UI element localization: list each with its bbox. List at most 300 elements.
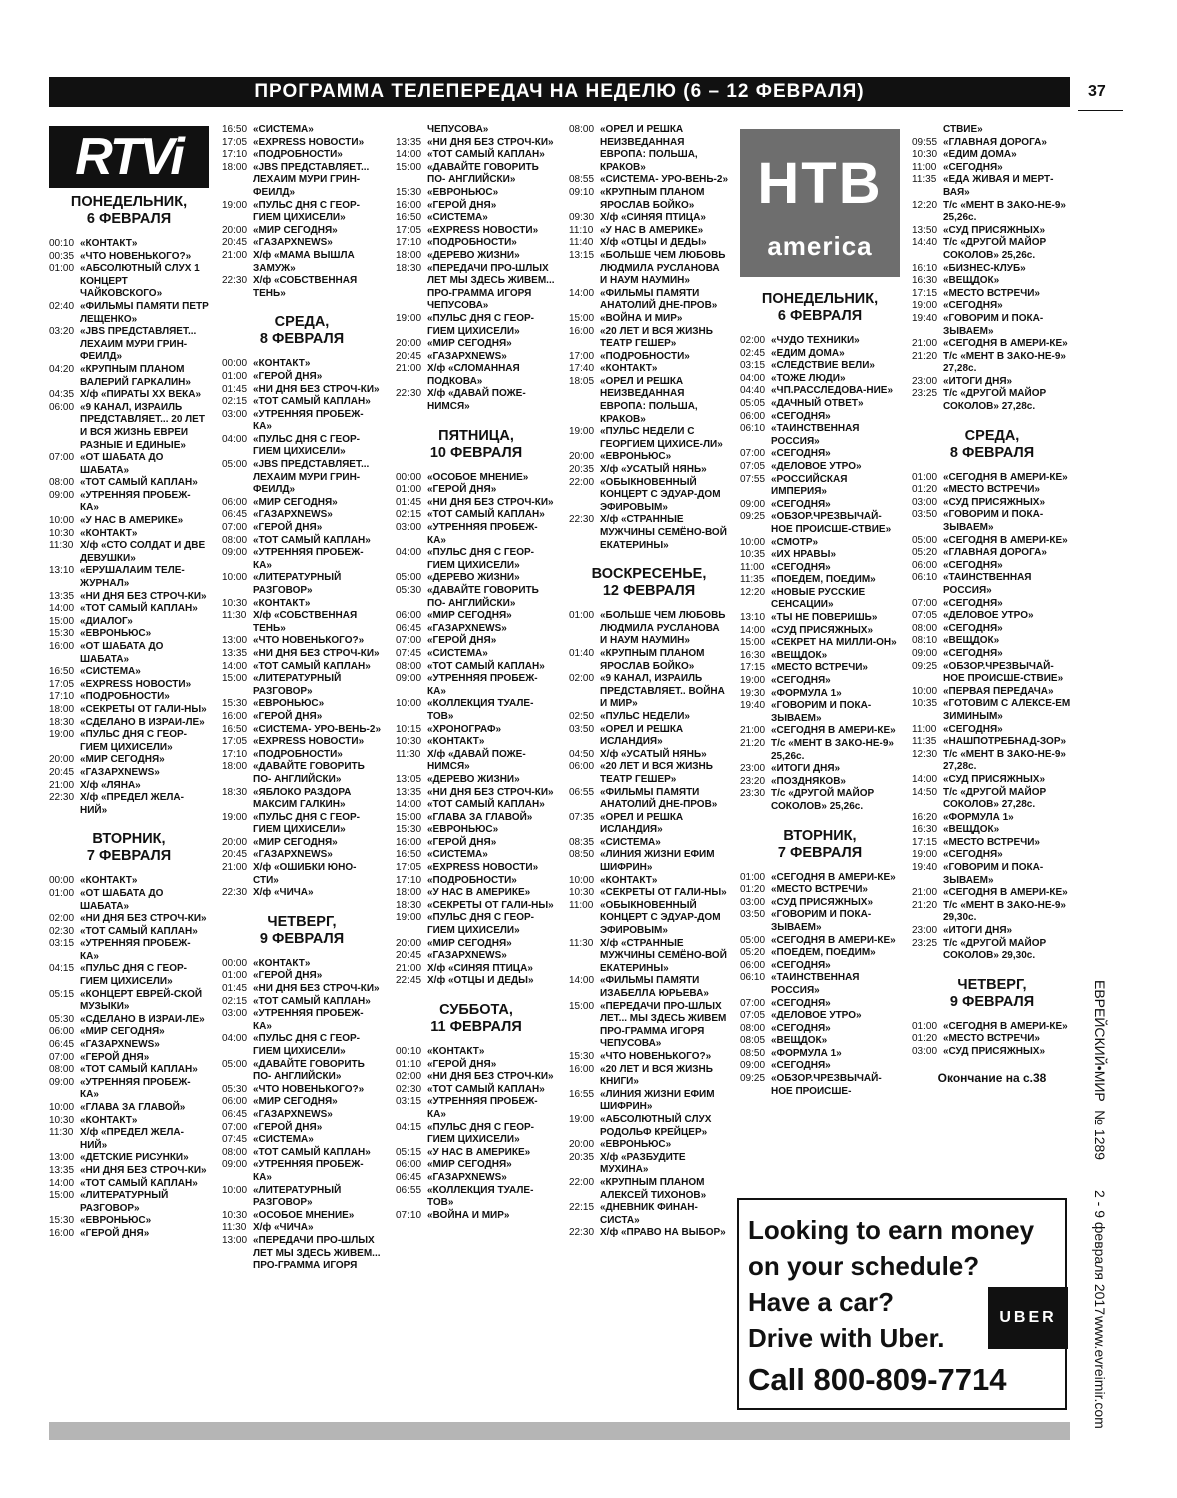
program-entry bbox=[569, 875, 729, 888]
program-time bbox=[912, 124, 943, 137]
program-title: «СЕГОДНЯ В АМЕРИ-КЕ» bbox=[771, 934, 896, 946]
program-entry bbox=[396, 698, 556, 723]
program-time: 07:05 bbox=[740, 460, 766, 472]
program-time: 10:00 bbox=[912, 685, 938, 697]
program-title: «ЧТО НОВЕНЬКОГО?» bbox=[253, 1083, 365, 1095]
program-entry bbox=[222, 787, 382, 812]
program-title: «ЕДА ЖИВАЯ И МЕРТ-ВАЯ» bbox=[943, 174, 1054, 198]
program-entry bbox=[740, 360, 900, 373]
program-time: 14:00 bbox=[912, 773, 938, 785]
program-title: «КРУПНЫМ ПЛАНОМ ЯРОСЛАВ БОЙКО» bbox=[600, 186, 705, 211]
program-time: 20:45 bbox=[222, 237, 248, 249]
program-title: «ЕДИМ ДОМА» bbox=[943, 149, 1017, 161]
program-entry bbox=[49, 704, 209, 717]
program-title: «ОБЗОР.ЧРЕЗВЫЧАЙ-НОЕ ПРОИСШЕ-СТВИЕ» bbox=[771, 511, 892, 535]
program-title: «ГОВОРИМ И ПОКА-ЗЫВАЕМ» bbox=[771, 909, 872, 933]
program-title: «ОТ ШАБАТА ДО ШАБАТА» bbox=[80, 452, 164, 476]
program-entry bbox=[569, 1051, 729, 1064]
program-entry bbox=[396, 1071, 556, 1084]
program-title: «ПЕРЕДАЧИ ПРО-ШЛЫХ ЛЕТ МЫ ЗДЕСЬ ЖИВЕМ... ПРО-ГРАММА ИГОРЯ ЧЕПУСОВА» bbox=[427, 262, 555, 312]
program-title: «КОНТАКТ» bbox=[80, 875, 138, 887]
program-entry bbox=[740, 662, 900, 675]
program-title: «ФОРМУЛА 1» bbox=[943, 811, 1014, 823]
program-entry bbox=[49, 1064, 209, 1077]
program-time: 16:30 bbox=[912, 275, 938, 287]
program-entry bbox=[396, 724, 556, 737]
program-entry bbox=[396, 313, 556, 338]
program-title: «ГАЗАРХNEWS» bbox=[427, 350, 507, 362]
program-time: 03:15 bbox=[396, 1096, 422, 1108]
program-time: 01:20 bbox=[912, 1033, 938, 1045]
program-entry bbox=[49, 780, 209, 793]
program-entry bbox=[222, 598, 382, 611]
program-time: 04:00 bbox=[222, 433, 248, 445]
program-time: 09:55 bbox=[912, 136, 938, 148]
program-title: «УТРЕННЯЯ ПРОБЕЖ-КА» bbox=[427, 673, 538, 697]
program-entry bbox=[222, 434, 382, 459]
program-entry bbox=[396, 509, 556, 522]
program-title: «ИТОГИ ДНЯ» bbox=[943, 375, 1013, 387]
program-time: 14:00 bbox=[396, 799, 422, 811]
day-heading bbox=[49, 831, 209, 865]
program-entry bbox=[569, 514, 729, 552]
program-title: «СЕГОДНЯ В АМЕРИ-КЕ» bbox=[943, 534, 1068, 546]
program-title: «У НАС В АМЕРИКЕ» bbox=[427, 1146, 531, 1158]
program-entry bbox=[912, 572, 1072, 597]
program-time: 08:00 bbox=[222, 534, 248, 546]
program-entry bbox=[740, 461, 900, 474]
program-entry bbox=[222, 1235, 382, 1273]
program-time: 09:10 bbox=[569, 186, 595, 198]
program-time: 06:45 bbox=[396, 1171, 422, 1183]
program-entry bbox=[396, 187, 556, 200]
program-entry bbox=[396, 212, 556, 225]
program-title: «НОВЫЕ РУССКИЕ СЕНСАЦИИ» bbox=[771, 586, 866, 611]
program-time: 01:45 bbox=[222, 383, 248, 395]
program-entry bbox=[222, 983, 382, 996]
program-time: 02:15 bbox=[396, 509, 422, 521]
program-time: 10:15 bbox=[396, 723, 422, 735]
program-title: «ЧП.РАССЛЕДОВА-НИЕ» bbox=[771, 385, 894, 397]
program-title: «ЛИТЕРАТУРНЫЙ РАЗГОВОР» bbox=[80, 1190, 169, 1214]
program-time: 14:00 bbox=[740, 624, 766, 636]
program-time: 05:20 bbox=[740, 947, 766, 959]
program-time: 02:00 bbox=[569, 673, 595, 685]
program-entry bbox=[396, 774, 556, 787]
program-time: 11:00 bbox=[912, 723, 937, 735]
schedule-column-rtvi-4 bbox=[569, 124, 729, 1240]
program-entry bbox=[396, 124, 556, 137]
program-title: Т/с «МЕНТ В ЗАКО-НЕ-9» 27,28с. bbox=[943, 350, 1066, 375]
program-title: «ДЕРЕВО ЖИЗНИ» bbox=[427, 773, 520, 785]
program-time: 18:00 bbox=[49, 703, 75, 715]
program-entry bbox=[222, 724, 382, 737]
program-entry bbox=[912, 938, 1072, 963]
program-title: «ОРЕЛ И РЕШКА НЕИЗВЕДАННАЯ ЕВРОПА: ПОЛЬША, КРАКОВ» bbox=[600, 375, 698, 425]
program-title: «МИР СЕГОДНЯ» bbox=[80, 754, 165, 766]
program-time: 19:40 bbox=[740, 700, 766, 712]
program-time: 21:00 bbox=[912, 887, 938, 899]
program-title: «СЕГОДНЯ» bbox=[771, 561, 831, 573]
program-time: 23:25 bbox=[912, 937, 938, 949]
program-entry bbox=[222, 358, 382, 371]
program-title: «МЕСТО ВСТРЕЧИ» bbox=[943, 836, 1040, 848]
program-title: «ПУЛЬС НЕДЕЛИ» bbox=[600, 710, 690, 722]
program-entry bbox=[740, 1060, 900, 1073]
program-time: 06:10 bbox=[740, 423, 766, 435]
program-title: «УТРЕННЯЯ ПРОБЕЖ-КА» bbox=[80, 938, 191, 962]
program-time: 07:00 bbox=[49, 1051, 75, 1063]
program-title: «ЕВРОНЬЮС» bbox=[600, 1139, 672, 1151]
program-entry bbox=[222, 1109, 382, 1122]
program-title: «ПЕРЕДАЧИ ПРО-ШЛЫХ ЛЕТ МЫ ЗДЕСЬ ЖИВЕМ... ПРО-ГРАММА ИГОРЯ bbox=[253, 1234, 381, 1272]
program-title: «ГОВОРИМ И ПОКА-ЗЫВАЕМ» bbox=[943, 509, 1044, 534]
program-title: «EXPRESS НОВОСТИ» bbox=[253, 736, 365, 748]
program-entry bbox=[222, 1134, 382, 1147]
program-title: «ПУЛЬС ДНЯ С ГЕОР-ГИЕМ ЦИХИСЕЛИ» bbox=[427, 1121, 534, 1146]
program-title: «ГЛАВНАЯ ДОРОГА» bbox=[943, 136, 1047, 148]
program-title: «СЕГОДНЯ» bbox=[943, 647, 1003, 659]
program-title: «НИ ДНЯ БЕЗ СТРОЧ-КИ» bbox=[427, 136, 554, 148]
program-entry bbox=[222, 1122, 382, 1135]
program-title: «СУД ПРИСЯЖНЫХ» bbox=[943, 224, 1046, 236]
program-title: «НИ ДНЯ БЕЗ СТРОЧ-КИ» bbox=[253, 647, 380, 659]
program-time: 14:00 bbox=[222, 660, 248, 672]
program-entry bbox=[740, 909, 900, 934]
program-title: «КОНТАКТ» bbox=[80, 527, 138, 539]
program-time: 15:30 bbox=[222, 698, 248, 710]
program-entry bbox=[740, 675, 900, 688]
program-time: 16:50 bbox=[396, 212, 422, 224]
program-title: «ГАЗАРХNEWS» bbox=[253, 1108, 333, 1120]
program-time: 20:35 bbox=[569, 464, 595, 476]
program-time: 06:00 bbox=[396, 610, 422, 622]
program-time: 16:30 bbox=[740, 649, 766, 661]
program-title: «ВЕЩДОК» bbox=[771, 1035, 828, 1047]
program-time: 00:00 bbox=[396, 471, 422, 483]
program-entry bbox=[49, 477, 209, 490]
program-time: 08:00 bbox=[49, 477, 75, 489]
program-entry bbox=[740, 549, 900, 562]
program-entry bbox=[740, 511, 900, 536]
program-title: «ГАЗАРХNEWS» bbox=[80, 766, 160, 778]
program-entry bbox=[740, 574, 900, 587]
program-time: 19:00 bbox=[49, 729, 75, 741]
program-entry bbox=[912, 787, 1072, 812]
program-entry bbox=[569, 1227, 729, 1240]
program-title: «ГЛАВА ЗА ГЛАВОЙ» bbox=[80, 1102, 186, 1113]
program-entry bbox=[396, 875, 556, 888]
program-entry bbox=[912, 610, 1072, 623]
program-title: «УТРЕННЯЯ ПРОБЕЖ-КА» bbox=[253, 547, 364, 571]
day-date: 7 ФЕВРАЛЯ bbox=[777, 844, 863, 861]
program-time: 00:00 bbox=[222, 957, 248, 969]
program-time: 13:10 bbox=[49, 565, 75, 577]
program-entry bbox=[222, 200, 382, 225]
program-time: 20:00 bbox=[569, 451, 595, 463]
program-entry bbox=[222, 572, 382, 597]
program-time: 01:20 bbox=[912, 484, 938, 496]
program-entry bbox=[569, 451, 729, 464]
program-title: «АБСОЛЮТНЫЙ СЛУХ 1 КОНЦЕРТ ЧАЙКОВСКОГО» bbox=[80, 263, 200, 300]
program-title: «ЕВРОНЬЮС» bbox=[80, 628, 152, 640]
program-title: «КРУПНЫМ ПЛАНОМ ВАЛЕРИЙ ГАРКАЛИН» bbox=[80, 363, 191, 388]
program-entry bbox=[569, 464, 729, 477]
program-entry bbox=[912, 509, 1072, 534]
program-entry bbox=[569, 477, 729, 515]
program-title: «ОБЫКНОВЕННЫЙ КОНЦЕРТ С ЭДУАР-ДОМ ЭФИРОВЫМ» bbox=[600, 899, 721, 937]
program-entry bbox=[912, 749, 1072, 774]
day-name: ПОНЕДЕЛЬНИК, bbox=[70, 194, 188, 210]
program-entry bbox=[740, 1048, 900, 1061]
program-entry bbox=[569, 250, 729, 288]
program-entry bbox=[396, 585, 556, 610]
program-title: «ДЕЛОВОЕ УТРО» bbox=[771, 1010, 862, 1022]
program-title: «СЕГОДНЯ» bbox=[943, 622, 1003, 634]
program-title: «КОНТАКТ» bbox=[427, 736, 485, 748]
program-entry bbox=[222, 635, 382, 648]
program-title: «СЕГОДНЯ» bbox=[771, 959, 831, 971]
program-time: 13:15 bbox=[569, 249, 595, 261]
program-title: Х/ф «МАМА ВЫШЛА ЗАМУЖ» bbox=[253, 249, 355, 274]
program-time: 19:00 bbox=[569, 426, 595, 438]
program-entry bbox=[912, 225, 1072, 238]
program-title: «НИ ДНЯ БЕЗ СТРОЧ-КИ» bbox=[253, 983, 380, 995]
program-entry bbox=[222, 124, 382, 137]
program-time: 00:00 bbox=[222, 358, 248, 370]
program-entry bbox=[912, 1021, 1072, 1034]
program-entry bbox=[396, 912, 556, 937]
program-time: 16:00 bbox=[396, 836, 422, 848]
program-entry bbox=[740, 960, 900, 973]
program-entry bbox=[396, 1147, 556, 1160]
program-time: 06:00 bbox=[740, 959, 766, 971]
program-entry bbox=[912, 623, 1072, 636]
program-title: «ЧТО НОВЕНЬКОГО?» bbox=[600, 1050, 712, 1062]
program-title: «СЕКРЕТ НА МИЛЛИ-ОН» bbox=[771, 637, 897, 649]
program-title: «ГЕРОЙ ДНЯ» bbox=[427, 635, 497, 647]
program-title: «ДЕРЕВО ЖИЗНИ» bbox=[427, 249, 520, 261]
day-name: ВОСКРЕСЕНЬЕ, bbox=[591, 566, 707, 583]
program-title: «МЕСТО ВСТРЕЧИ» bbox=[771, 884, 868, 896]
day-heading bbox=[569, 566, 729, 600]
program-time bbox=[396, 124, 427, 137]
program-entry bbox=[740, 1073, 900, 1098]
program-title: «ТОЖЕ ЛЮДИ» bbox=[771, 372, 846, 384]
program-title: «КОНТАКТ» bbox=[80, 1114, 138, 1126]
program-time: 07:35 bbox=[569, 811, 595, 823]
program-title: «ДАВАЙТЕ ГОВОРИТЬ ПО- АНГЛИЙСКИ» bbox=[253, 761, 365, 785]
program-title: «СДЕЛАНО В ИЗРАИ-ЛЕ» bbox=[80, 1013, 205, 1025]
program-time: 17:10 bbox=[49, 691, 75, 703]
program-entry bbox=[222, 610, 382, 635]
program-title: «ТОТ САМЫЙ КАПЛАН» bbox=[253, 995, 371, 1007]
day-heading bbox=[396, 428, 556, 462]
program-time: 02:50 bbox=[569, 710, 595, 722]
program-title: «СЕГОДНЯ В АМЕРИ-КЕ» bbox=[943, 1020, 1068, 1032]
program-entry bbox=[569, 610, 729, 648]
program-title: «ПОДРОБНОСТИ» bbox=[253, 748, 343, 760]
program-time: 01:20 bbox=[740, 884, 766, 896]
program-title: «ТОТ САМЫЙ КАПЛАН» bbox=[253, 534, 371, 546]
program-entry bbox=[569, 1202, 729, 1227]
schedule-column-ntv-2 bbox=[912, 124, 1072, 1085]
program-title: «ГЛАВНАЯ ДОРОГА» bbox=[943, 547, 1047, 559]
program-title: «СЕГОДНЯ» bbox=[943, 849, 1003, 861]
program-entry bbox=[396, 812, 556, 825]
program-time: 10:30 bbox=[222, 1209, 248, 1221]
program-title: «ПУЛЬС ДНЯ С ГЕОР-ГИЕМ ЦИХИСЕЛИ» bbox=[427, 912, 534, 937]
program-entry bbox=[912, 472, 1072, 485]
program-entry bbox=[396, 149, 556, 162]
program-time: 11:00 bbox=[569, 899, 594, 911]
paper-name: ЕВРЕЙСКИЙ•МИР bbox=[1092, 980, 1108, 1102]
day-name: СРЕДА, bbox=[964, 427, 1020, 444]
program-entry bbox=[912, 237, 1072, 262]
program-entry bbox=[740, 763, 900, 776]
program-entry bbox=[396, 388, 556, 413]
program-time: 18:00 bbox=[222, 761, 248, 773]
ad-line: on your schedule? bbox=[748, 1251, 980, 1281]
program-entry bbox=[396, 1210, 556, 1223]
program-entry bbox=[912, 162, 1072, 175]
program-time: 03:00 bbox=[912, 496, 938, 508]
program-entry bbox=[396, 862, 556, 875]
program-title: «ЛИТЕРАТУРНЫЙ РАЗГОВОР» bbox=[253, 572, 342, 596]
day-heading bbox=[740, 291, 900, 325]
program-title: «НАШПОТРЕБНАД-ЗОР» bbox=[943, 736, 1067, 748]
program-entry bbox=[912, 351, 1072, 376]
program-entry bbox=[912, 275, 1072, 288]
program-time: 09:00 bbox=[49, 489, 75, 501]
program-time: 09:25 bbox=[912, 660, 938, 672]
program-entry bbox=[222, 736, 382, 749]
program-title: «СЕГОДНЯ» bbox=[943, 161, 1003, 173]
program-title: «ТОТ САМЫЙ КАПЛАН» bbox=[427, 149, 545, 161]
program-time: 19:00 bbox=[912, 849, 938, 861]
uber-advertisement[interactable] bbox=[737, 1198, 1067, 1410]
program-time: 07:05 bbox=[912, 610, 938, 622]
program-entry bbox=[222, 996, 382, 1009]
program-time: 09:00 bbox=[222, 547, 248, 559]
program-entry bbox=[569, 1139, 729, 1152]
program-entry bbox=[49, 452, 209, 477]
program-entry bbox=[740, 650, 900, 663]
program-entry bbox=[222, 1096, 382, 1109]
program-title: «СИСТЕМА» bbox=[427, 212, 488, 224]
program-title: «СИСТЕМА» bbox=[253, 1134, 314, 1146]
program-title: «ОСОБОЕ МНЕНИЕ» bbox=[253, 1209, 355, 1221]
program-time: 20:00 bbox=[569, 1139, 595, 1151]
program-entry bbox=[49, 515, 209, 528]
program-entry bbox=[569, 124, 729, 174]
program-title: «СЕГОДНЯ В АМЕРИ-КЕ» bbox=[943, 471, 1068, 483]
rtvi-logo: RTVi bbox=[49, 126, 209, 188]
program-title: «КОНТАКТ» bbox=[427, 1046, 485, 1057]
program-time: 19:00 bbox=[912, 300, 938, 312]
program-time: 08:55 bbox=[569, 174, 595, 186]
program-title: «ОТ ШАБАТА ДО ШАБАТА» bbox=[80, 641, 164, 665]
program-time: 02:45 bbox=[740, 347, 766, 359]
program-entry bbox=[49, 729, 209, 754]
day-heading bbox=[222, 914, 382, 948]
program-entry bbox=[740, 1010, 900, 1023]
program-entry bbox=[740, 398, 900, 411]
program-entry bbox=[912, 724, 1072, 737]
program-time: 02:30 bbox=[396, 1083, 422, 1095]
program-entry bbox=[569, 711, 729, 724]
program-title: «ТОТ САМЫЙ КАПЛАН» bbox=[80, 603, 198, 615]
program-entry bbox=[569, 288, 729, 313]
program-title: «ФИЛЬМЫ ПАМЯТИ АНАТОЛИЙ ДНЕ-ПРОВ» bbox=[600, 786, 718, 811]
program-time: 07:45 bbox=[222, 1134, 248, 1146]
day-name: ПЯТНИЦА, bbox=[438, 427, 514, 444]
program-entry bbox=[49, 616, 209, 629]
program-entry bbox=[396, 363, 556, 388]
program-entry bbox=[49, 1152, 209, 1165]
program-time: 08:05 bbox=[740, 1035, 766, 1047]
program-title: Х/ф «ЛЯНА» bbox=[80, 779, 141, 791]
program-entry bbox=[222, 711, 382, 724]
program-title: «ТОТ САМЫЙ КАПЛАН» bbox=[253, 1146, 371, 1158]
program-entry bbox=[740, 448, 900, 461]
program-title: «КОНТАКТ» bbox=[253, 358, 311, 370]
program-entry bbox=[569, 1114, 729, 1139]
program-title: «СЕГОДНЯ» bbox=[771, 1060, 831, 1072]
program-time: 05:20 bbox=[912, 547, 938, 559]
schedule-column-rtvi-1 bbox=[49, 124, 209, 1241]
program-time: 13:50 bbox=[912, 224, 938, 236]
program-time: 18:30 bbox=[222, 786, 248, 798]
program-entry bbox=[396, 736, 556, 749]
program-time: 16:00 bbox=[49, 641, 75, 652]
program-title: «ПОДРОБНОСТИ» bbox=[253, 149, 343, 161]
program-entry bbox=[396, 849, 556, 862]
program-title: «СЕКРЕТЫ ОТ ГАЛИ-НЫ» bbox=[427, 899, 554, 911]
program-time: 21:20 bbox=[912, 350, 938, 362]
program-entry bbox=[396, 623, 556, 636]
program-entry bbox=[569, 887, 729, 900]
program-title: «ЯБЛОКО РАЗДОРА МАКСИМ ГАЛКИН» bbox=[253, 786, 352, 811]
program-title: «ТОТ САМЫЙ КАПЛАН» bbox=[80, 477, 198, 489]
program-title: Х/ф «СТРАННЫЕ МУЖЧИНЫ СЕМЁНО-ВОЙ ЕКАТЕРИНЫ» bbox=[600, 514, 727, 551]
program-title: «ЕВРОНЬЮС» bbox=[253, 698, 325, 710]
program-time: 22:30 bbox=[569, 1227, 595, 1239]
ad-line: Have a car? bbox=[748, 1287, 894, 1317]
program-time: 15:00 bbox=[49, 615, 75, 627]
program-time: 21:00 bbox=[222, 862, 248, 874]
program-entry bbox=[222, 459, 382, 497]
program-time: 16:00 bbox=[569, 1063, 595, 1075]
program-title: «ОТ ШАБАТА ДО ШАБАТА» bbox=[80, 887, 164, 912]
program-entry bbox=[396, 1084, 556, 1097]
program-entry bbox=[222, 149, 382, 162]
program-title: «УТРЕННЯЯ ПРОБЕЖ-КА» bbox=[427, 1096, 538, 1120]
day-heading bbox=[912, 428, 1072, 462]
program-title: «СМОТР» bbox=[771, 536, 819, 548]
program-entry bbox=[740, 373, 900, 386]
program-title: «ПУЛЬС ДНЯ С ГЕОР-ГИЕМ ЦИХИСЕЛИ» bbox=[80, 729, 187, 753]
program-title: Х/ф «ПИРАТЫ XX ВЕКА» bbox=[80, 389, 202, 401]
program-entry bbox=[740, 612, 900, 625]
program-title: Т/с «ДРУГОЙ МАЙОР СОКОЛОВ» 25,26с. bbox=[771, 788, 875, 812]
program-entry bbox=[912, 648, 1072, 661]
program-title: «МИР СЕГОДНЯ» bbox=[427, 1159, 512, 1171]
program-time: 08:50 bbox=[569, 849, 595, 861]
program-title: «ВОЙНА И МИР» bbox=[600, 312, 683, 324]
program-time: 04:00 bbox=[740, 372, 766, 384]
program-title: «ПОЕДЕМ, ПОЕДИМ» bbox=[771, 574, 876, 586]
